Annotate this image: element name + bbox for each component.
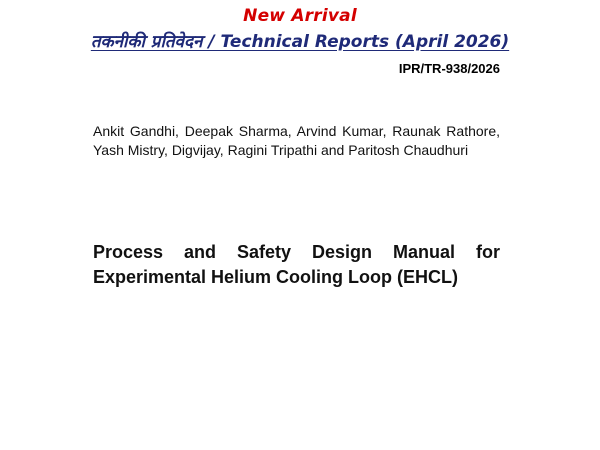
new-arrival-banner: New Arrival [243,6,357,26]
report-number: IPR/TR-938/2026 [398,61,500,76]
page-heading: तकनीकी प्रतिवेदन / Technical Reports (April 2026) [90,32,510,52]
report-authors: Ankit Gandhi, Deepak Sharma, Arvind Kumar, Raunak Rathore, Yash Mistry, Digvijay, Ragini Tripathi and Paritosh Chaudhuri [93,123,500,158]
report-title: Process and Safety Design Manual for Experimental Helium Cooling Loop (EHCL) [93,242,500,287]
